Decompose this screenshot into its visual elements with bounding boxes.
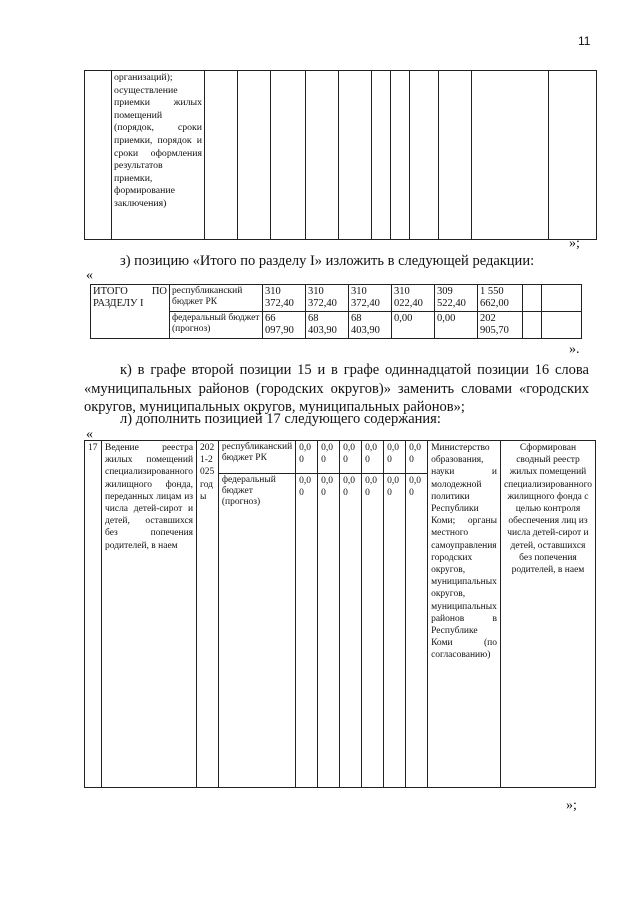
cell-empty xyxy=(410,71,439,240)
paragraph-z: з) позицию «Итого по разделу I» изложить в следующей редакции: xyxy=(120,253,535,269)
value-cell: 0,00 xyxy=(384,474,406,788)
cell-empty xyxy=(523,312,542,339)
result-cell: Сформирован сводный реестр жилых помещений специализированного жилищного фонда с целью контроля обеспечения лиц из числа детей-сирот и детей, оставшихся без попечения родителей, в наем xyxy=(500,441,595,788)
value-cell: 310 372,40 xyxy=(349,285,392,312)
cell-empty xyxy=(271,71,306,240)
value-cell: 202 905,70 xyxy=(478,312,523,339)
value-cell: 66 097,90 xyxy=(263,312,306,339)
closing-quote: ». xyxy=(569,342,580,357)
itogo-table xyxy=(90,284,582,339)
source-label: федеральный бюджет (прогноз) xyxy=(218,474,295,788)
value-cell: 68 403,90 xyxy=(306,312,349,339)
position-years: 2021-2025 годы xyxy=(197,441,219,788)
position-17-table xyxy=(84,440,596,788)
opening-quote: « xyxy=(86,427,93,442)
value-cell: 0,00 xyxy=(340,441,362,474)
value-cell: 0,00 xyxy=(296,441,318,474)
closing-quote: »; xyxy=(566,798,577,813)
cell-empty xyxy=(372,71,391,240)
cell-empty xyxy=(542,285,582,312)
value-cell: 0,00 xyxy=(318,441,340,474)
value-cell: 310 372,40 xyxy=(306,285,349,312)
value-cell: 0,00 xyxy=(362,441,384,474)
value-cell: 0,00 xyxy=(318,474,340,788)
value-cell: 0,00 xyxy=(406,474,428,788)
opening-quote: « xyxy=(86,268,93,283)
source-label: федеральный бюджет (прогноз) xyxy=(170,312,263,339)
source-label: республиканский бюджет РК xyxy=(170,285,263,312)
position-name: Ведение реестра жилых помещений специализированного жилищного фонда, переданных лицам из числа детей-сирот и детей, оставшихся без попечения родителей, в наем xyxy=(101,441,196,788)
itogo-title: ИТОГО ПО РАЗДЕЛУ I xyxy=(91,285,170,339)
cell-empty xyxy=(542,312,582,339)
value-cell: 0,00 xyxy=(340,474,362,788)
cell-empty xyxy=(339,71,372,240)
value-cell: 309 522,40 xyxy=(435,285,478,312)
cell-empty xyxy=(439,71,472,240)
closing-quote: »; xyxy=(569,236,580,251)
cell-empty xyxy=(238,71,271,240)
cell-empty xyxy=(205,71,238,240)
page-number: 11 xyxy=(578,34,591,48)
paragraph-k: к) в графе второй позиции 15 и в графе одиннадцатой позиции 16 слова «муниципальных районов (городских округов)» заменить словами «городских округов, муниципальных округов, муниципальных районов»; xyxy=(84,362,589,415)
value-cell: 0,00 xyxy=(392,312,435,339)
cell-empty xyxy=(85,71,112,240)
value-cell: 0,00 xyxy=(435,312,478,339)
value-cell: 310 372,40 xyxy=(263,285,306,312)
value-cell: 0,00 xyxy=(406,441,428,474)
value-cell: 0,00 xyxy=(296,474,318,788)
executor-cell: Министерство образования, науки и молодежной политики Республики Коми; органы местного самоуправления городских округов, муниципальных округов, муниципальных районов в Республике Коми (по согласованию) xyxy=(428,441,501,788)
value-cell: 310 022,40 xyxy=(392,285,435,312)
continuation-cell: организаций); осуществление приемки жилых помещений (порядок, сроки приемки, порядок и сроки оформления результатов приемки, формирование заключения) xyxy=(112,71,205,240)
cell-empty xyxy=(472,71,549,240)
paragraph-l: л) дополнить позицией 17 следующего содержания: xyxy=(120,411,441,427)
continuation-table xyxy=(84,70,597,240)
value-cell: 0,00 xyxy=(362,474,384,788)
cell-empty xyxy=(306,71,339,240)
cell-empty xyxy=(523,285,542,312)
value-cell: 1 550 662,00 xyxy=(478,285,523,312)
position-number: 17 xyxy=(85,441,102,788)
cell-empty xyxy=(549,71,597,240)
cell-empty xyxy=(391,71,410,240)
source-label: республиканский бюджет РК xyxy=(218,441,295,474)
value-cell: 68 403,90 xyxy=(349,312,392,339)
value-cell: 0,00 xyxy=(384,441,406,474)
